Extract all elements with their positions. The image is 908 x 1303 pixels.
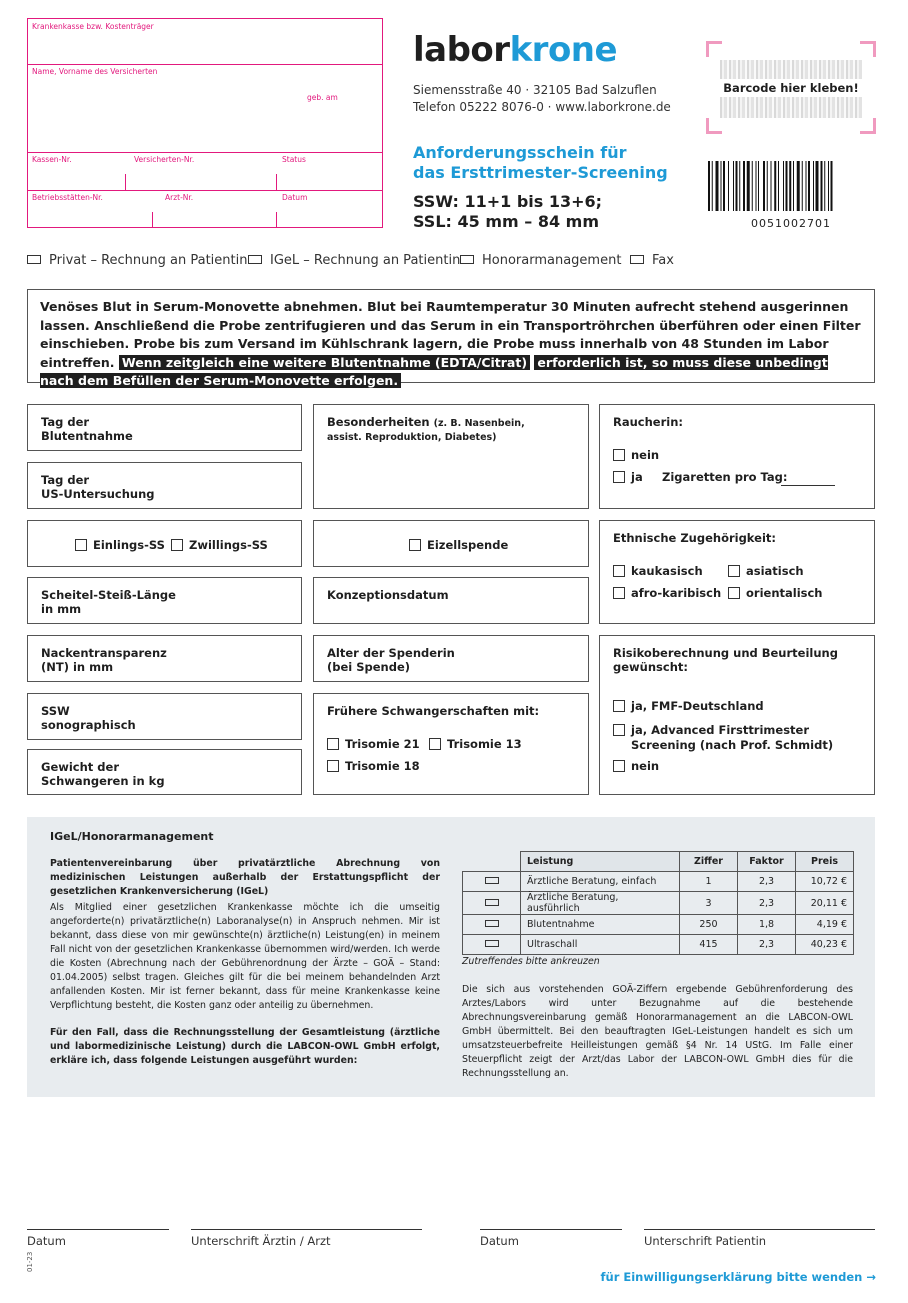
barcode-bar [728,161,729,211]
datum-label: Datum [282,193,308,202]
barcode-bar [763,161,765,211]
betriebsstaetten-label: Betriebsstätten-Nr. [32,193,103,202]
field-schwangerschaft-art [27,520,302,567]
barcode-bar [708,161,710,211]
sample-instructions: Venöses Blut in Serum-Monovette abnehmen. Blut bei Raumtemperatur 30 Minuten aufrecht stehend ausgerinnen lassen. Anschließend die Probe zentrifugieren und das Serum in ein Transportröhrchen überführen oder einen Filter einschieben. Probe bis zum Versand im Kühlschrank lagern, die Probe muss innerhalb von 48 Stunden im Labor eintreffen. Wenn zeitgleich eine weitere Blutentnahme (EDTA/Citrat) erforderlich ist, so muss diese unbedingt nach dem Befüllen der Serum-Monovette erfolgen. [27,289,875,383]
barcode-bar [756,161,757,211]
barcode-bar [739,161,740,211]
form-version: 01-23 [26,1251,34,1272]
ssw-range: SSW: 11+1 bis 13+6; [413,192,603,211]
signature-label-datum2: Datum [480,1234,519,1248]
barcode-bar [813,161,814,211]
signature-label-patientin: Unterschrift Patientin [644,1234,767,1248]
field-raucherin: Raucherin: nein ja Zigaretten pro Tag: [599,404,875,509]
barcode-bar [828,161,829,211]
billing-option-privat[interactable]: Privat – Rechnung an Patientin [27,253,247,268]
barcode-sticker-label: Barcode hier kleben! [720,79,862,97]
field-gewicht[interactable]: Gewicht der Schwangeren in kg [27,749,302,795]
signature-label-arzt: Unterschrift Ärztin / Arzt [191,1234,331,1248]
field-ethnische-zugehoerigkeit: Ethnische Zugehörigkeit: kaukasisch asiatisch afro-karibisch orientalisch [599,520,875,624]
barcode-bar [778,161,779,211]
instructions-highlight-1: Wenn zeitgleich eine weitere Blutentnahme (EDTA/Citrat) [119,355,530,370]
barcode-bar [786,161,788,211]
igel-intro: Patientenvereinbarung über privatärztliche Abrechnung von medizinischen Leistungen außerhalb der Erstattungspflicht der gesetzlichen Krankenversicherung (IGeL) [50,858,440,897]
signature-line-datum1[interactable] [27,1229,169,1230]
signature-label-datum1: Datum [27,1234,66,1248]
arzt-nr-label: Arzt-Nr. [165,193,194,202]
checkbox-eizellspende[interactable]: Eizellspende [409,538,508,552]
arrow-right-icon: → [866,1270,876,1284]
checkbox-kaukasisch[interactable]: kaukasisch [613,564,703,578]
field-besonderheiten[interactable]: Besonderheiten (z. B. Nasenbein, assist. Reproduktion, Diabetes) [313,404,589,509]
barcode-bar [789,161,791,211]
barcode-bar [743,161,745,211]
ssl-range: SSL: 45 mm – 84 mm [413,212,599,231]
field-fruehere-schwangerschaften: Frühere Schwangerschaften mit: Trisomie 21 Trisomie 13 Trisomie 18 [313,693,589,795]
igel-body: Als Mitglied einer gesetzlichen Krankenkasse möchte ich die umseitig angeforderte(n) privatärztliche(n) Laboranalyse(n) in Anspruch nehmen. Mir ist bekannt, dass diese von mir gewünschte(n) ärztliche(n) Leistung(en) in meinem Fall nicht von der gesetzlichen Krankenkasse übernommen wird/werden. Ich werde die Kosten (Abrechnung nach der Gebührenordnung der Ärzte – GOÄ – Stand: 01.04.2005) selbst tragen. Gleiches gilt für die bei meinem behandelnden Arzt anfallenden Kosten. Mir ist ferner bekannt, dass für meine Krankenkasse keine Verpflichtung besteht, die Kosten ganz oder anteilig zu übernehmen. [50,902,440,1011]
barcode-bar [783,161,784,211]
insurer-block [27,18,383,228]
checkbox-advanced[interactable]: ja, Advanced Firsttrimester [613,723,809,737]
checkbox-zwillings[interactable]: Zwillings-SS [171,538,268,552]
barcode-bar [821,161,823,211]
field-ssl[interactable]: Scheitel-Steiß-Länge in mm [27,577,302,624]
barcode-bar [771,161,772,211]
field-risikoberechnung: Risikoberechnung und Beurteilung gewünscht: ja, FMF-Deutschland ja, Advanced Firsttrimester Screening (nach Prof. Schmidt) nein [599,635,875,795]
barcode-bar [712,161,713,211]
barcode-bar [816,161,819,211]
field-ssw-sono[interactable]: SSW sonographisch [27,693,302,740]
checkbox-einlings[interactable]: Einlings-SS [75,538,165,552]
lab-address: Siemensstraße 40 · 32105 Bad Salzuflen [413,83,657,97]
barcode-bar [806,161,807,211]
checkbox-raucherin-ja[interactable]: ja [613,470,643,484]
barcode-bar [797,161,800,211]
igel-closing: Für den Fall, dass die Rechnungsstellung der Gesamtleistung (ärztliche und labormedizinische Leistung) durch die LABCON-OWL GmbH erfolgt, erkläre ich, dass folgende Leistungen ausgeführt wurden: [50,1027,440,1066]
zigaretten-label: Zigaretten pro Tag: [662,470,788,484]
barcode-graphic [708,161,874,211]
barcode-bar [774,161,776,211]
barcode-bar [716,161,719,211]
lab-contact: Telefon 05222 8076-0 · www.laborkrone.de [413,100,671,114]
checkbox-trisomie21[interactable]: Trisomie 21 [327,737,420,751]
instructions-highlight-2: erforderlich ist, so muss diese unbedingt nach dem Befüllen der Serum-Monovette erfolgen. [40,354,828,388]
barcode-bar [747,161,750,211]
barcode-bar [767,161,768,211]
billing-option-honorar[interactable]: Honorarmanagement [460,253,621,268]
checkbox-risiko-nein[interactable]: nein [613,759,659,773]
geb-label: geb. am [307,93,338,102]
igel-heading: IGeL/Honorarmanagement [50,830,214,843]
signature-line-arzt[interactable] [191,1229,422,1230]
barcode-bar [723,161,725,211]
table-row: Ultraschall 415 2,3 40,23 € [463,935,854,955]
field-konzeptionsdatum[interactable]: Konzeptionsdatum [313,577,589,624]
field-tag-us[interactable]: Tag der US-Untersuchung [27,462,302,509]
igel-panel [27,817,875,1097]
billing-option-fax[interactable]: Fax [630,253,674,268]
table-note: Zutreffendes bitte ankreuzen [462,956,600,967]
row-checkbox[interactable] [463,915,521,935]
barcode-bar [736,161,738,211]
form-title-line2: das Ersttrimester-Screening [413,163,668,182]
barcode-bar [752,161,753,211]
barcode-bar [793,161,794,211]
billing-option-igel[interactable]: IGeL – Rechnung an Patientin [248,253,460,268]
row-checkbox[interactable] [463,872,521,892]
advanced-line2: Screening (nach Prof. Schmidt) [631,738,834,752]
barcode-bar [733,161,734,211]
row-checkbox[interactable] [463,892,521,915]
table-row: Ärztliche Beratung, einfach 1 2,3 10,72 € [463,872,854,892]
igel-right-text: Die sich aus vorstehenden GOÄ-Ziffern ergebende Gebührenforderung des Arztes/Labors wird unter Bezugnahme auf die bestehende Abrechnungsvereinbarung gemäß Honorarmanagement an die LABCON-OWL GmbH übermittelt. Bei den beauftragten IGeL-Leistungen handelt es sich um umsatzsteuerbefreite Heilleistungen gemäß §4 Nr. 14 UStG. Im Falle einer Steuerpflicht zeigt der Arzt/das Labor der LABCON-OWL GmbH dies für die Rechnungsstellung an. [462,984,853,1079]
laborkrone-logo: laborkrone [413,30,618,70]
field-tag-blutentnahme[interactable]: Tag der Blutentnahme [27,404,302,451]
checkbox-asiatisch[interactable]: asiatisch [728,564,804,578]
status-label: Status [282,155,306,164]
barcode-number: 0051002701 [751,217,831,230]
checkbox-trisomie13[interactable]: Trisomie 13 [429,737,522,751]
barcode-bar [758,161,759,211]
signature-line-patientin[interactable] [644,1229,875,1230]
table-row: Ärztliche Beratung, ausführlich 3 2,3 20,11 € [463,892,854,915]
checkbox-afro-karibisch[interactable]: afro-karibisch [613,586,721,600]
kasse-label: Krankenkasse bzw. Kostenträger [32,22,154,31]
checkbox-fmf[interactable]: ja, FMF-Deutschland [613,699,764,713]
field-eizellspende [313,520,589,567]
barcode-bar [824,161,825,211]
checkbox-trisomie18[interactable]: Trisomie 18 [327,759,420,773]
field-nackentransparenz[interactable]: Nackentransparenz (NT) in mm [27,635,302,682]
signature-line-datum2[interactable] [480,1229,622,1230]
checkbox-raucherin-nein[interactable]: nein [613,448,659,462]
row-checkbox[interactable] [463,935,521,955]
zigaretten-input-line[interactable] [781,485,835,486]
barcode-bar [808,161,810,211]
form-title-line1: Anforderungsschein für [413,143,627,162]
turn-page-note: für Einwilligungserklärung bitte wenden → [600,1270,876,1284]
barcode-bar [831,161,833,211]
name-label: Name, Vorname des Versicherten [32,67,158,76]
field-alter-spenderin[interactable]: Alter der Spenderin (bei Spende) [313,635,589,682]
barcode-bar [721,161,722,211]
leistungen-table: Leistung Ziffer Faktor Preis Ärztliche Beratung, einfach 1 2,3 10,72 € Ärztliche Beratung, ausführlich 3 2,3 20,11 € Blutentnahme 250 1,8 4,19 € Ultraschall 415 2,3 40,23 € [462,851,854,955]
versicherten-nr-label: Versicherten-Nr. [134,155,195,164]
barcode-bar [802,161,803,211]
table-row: Blutentnahme 250 1,8 4,19 € [463,915,854,935]
checkbox-orientalisch[interactable]: orientalisch [728,586,823,600]
kassen-nr-label: Kassen-Nr. [32,155,72,164]
